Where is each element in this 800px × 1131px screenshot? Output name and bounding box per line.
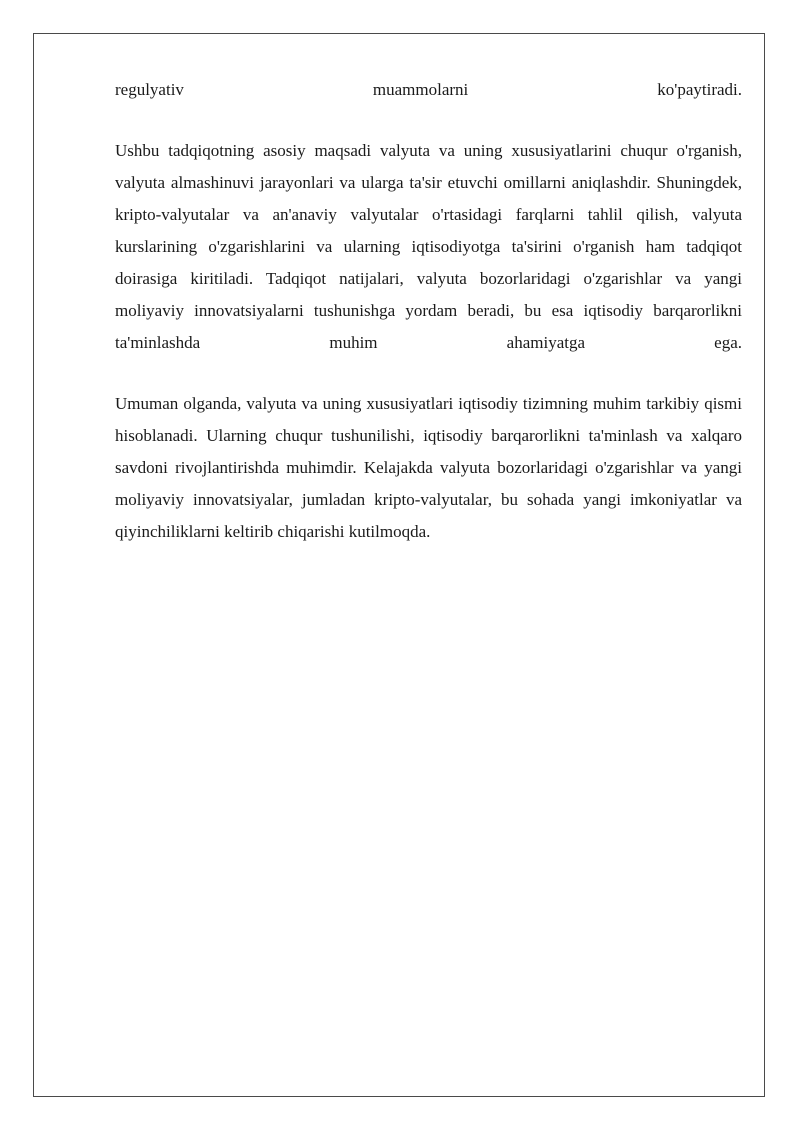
- paragraph-gap: [115, 106, 742, 135]
- paragraph-continuation: regulyativ muammolarni ko'paytiradi.: [115, 80, 742, 99]
- paragraph-aim: Ushbu tadqiqotning asosiy maqsadi valyuta va uning xususiyatlarini chuqur o'rganish, valyuta almashinuvi jarayonlari va ularga ta'sir etuvchi omillarni aniqlashdir. Shuningdek, kripto-valyutalar va an'anaviy valyutalar o'rtasidagi farqlarni tahlil qilish, valyuta kurslarining o'zgarishlarini va ularning iqtisodiyotga ta'sirini o'rganish ham tadqiqot doirasiga kiritiladi. Tadqiqot natijalari, valyuta bozorlaridagi o'zgarishlar va yangi moliyaviy innovatsiyalarni tushunishga yordam beradi, bu esa iqtisodiy barqarorlikni ta'minlashda muhim ahamiyatga ega.: [115, 141, 742, 352]
- document-body: [115, 74, 742, 548]
- paragraph-gap: [115, 359, 742, 388]
- paragraph-conclusion: Umuman olganda, valyuta va uning xususiyatlari iqtisodiy tizimning muhim tarkibiy qismi hisoblanadi. Ularning chuqur tushunilishi, iqtisodiy barqarorlikni ta'minlash va xalqaro savdoni rivojlantirishda muhimdir. Kelajakda valyuta bozorlaridagi o'zgarishlar va yangi moliyaviy innovatsiyalar, jumladan kripto-valyutalar, bu sohada yangi imkoniyatlar va qiyinchiliklarni keltirib chiqarishi kutilmoqda.: [115, 394, 742, 541]
